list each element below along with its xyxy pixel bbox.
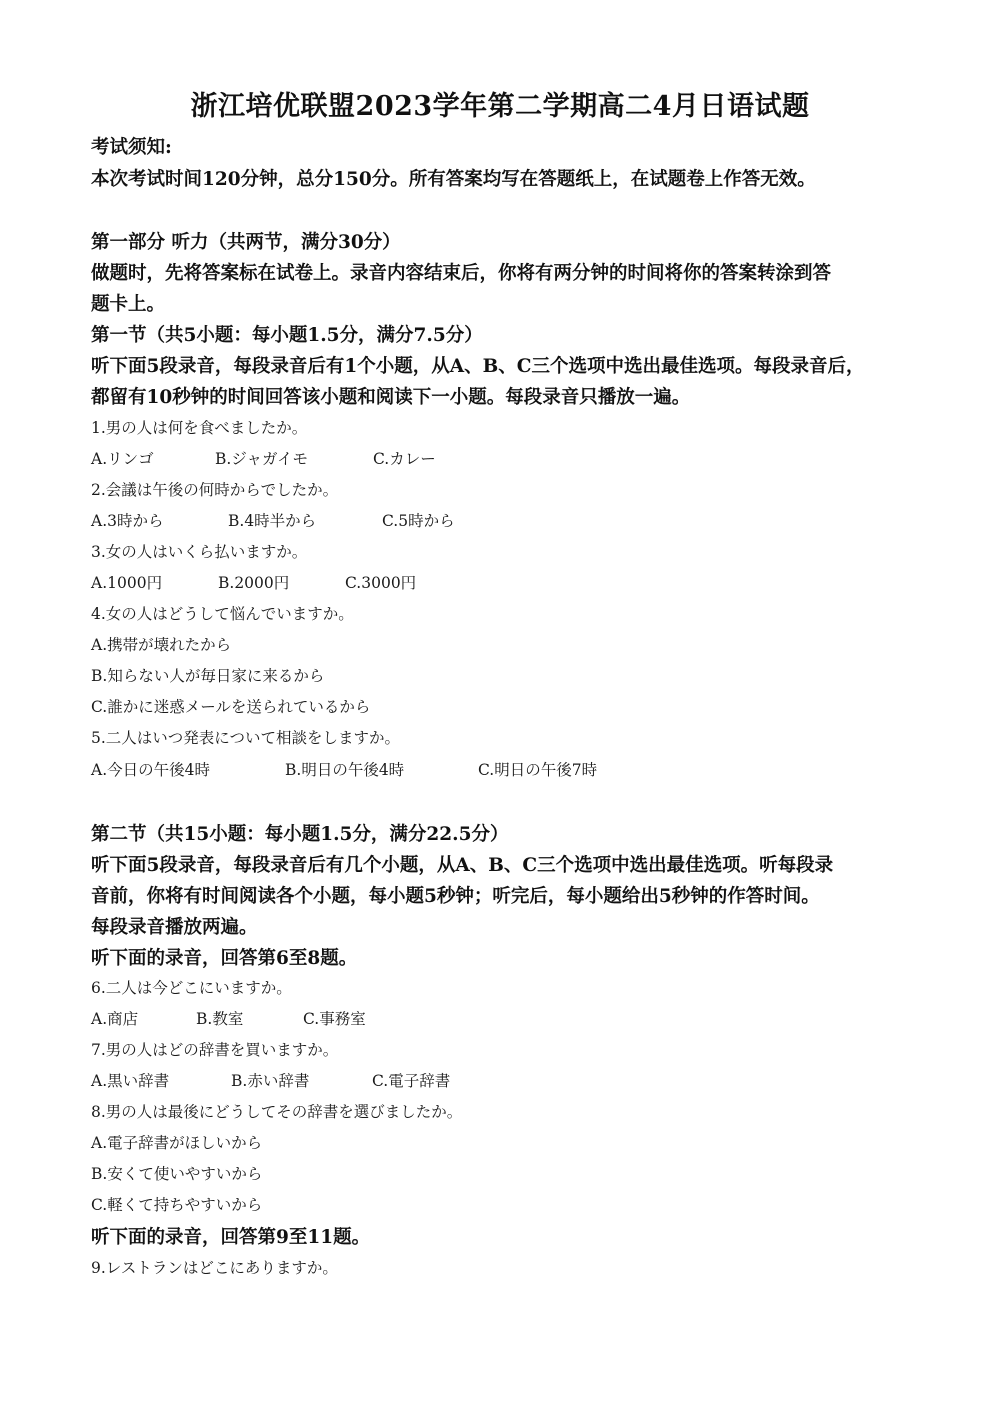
notice-heading: 考试须知: (91, 137, 172, 158)
option: A.商店 (91, 1010, 139, 1028)
option: B.知らない人が毎日家に来るから (91, 667, 325, 685)
question-text: 2.会議は午後の何時からでしたか。 (91, 481, 339, 499)
option: B.赤い辞書 (231, 1072, 310, 1090)
question-text: 7.男の人はどの辞書を買いますか。 (91, 1041, 339, 1059)
option: B.4時半から (228, 512, 317, 530)
question-options (91, 1069, 450, 1091)
question-options (91, 509, 455, 531)
question-text: 9.レストランはどこにありますか。 (91, 1259, 338, 1277)
section2-instruction: 每段录音播放两遍。 (91, 917, 258, 938)
option: B.安くて使いやすいから (91, 1165, 263, 1183)
option: B.2000円 (218, 574, 290, 592)
question-options (91, 571, 416, 593)
option: C.軽くて持ちやすいから (91, 1196, 263, 1214)
option: C.誰かに迷惑メールを送られているから (91, 698, 371, 716)
question-text: 1.男の人は何を食べましたか。 (91, 419, 308, 437)
option: C.5時から (382, 512, 455, 530)
section2-heading: 第二节（共15小题：每小题1.5分，满分22.5分） (91, 824, 509, 845)
section1-heading: 第一节（共5小题：每小题1.5分，满分7.5分） (91, 325, 483, 346)
section2-instruction: 听下面5段录音，每段录音后有几个小题，从A、B、C三个选项中选出最佳选项。听每段录 (91, 855, 834, 876)
question-text: 4.女の人はどうして悩んでいますか。 (91, 605, 354, 623)
question-options (91, 447, 436, 469)
option: C.カレー (373, 450, 436, 468)
question-text: 5.二人はいつ発表について相談をしますか。 (91, 729, 400, 747)
option: C.3000円 (345, 574, 417, 592)
part1-instruction: 题卡上。 (91, 294, 166, 315)
group-heading: 听下面的录音，回答第9至11题。 (91, 1227, 371, 1248)
section2-instruction: 音前，你将有时间阅读各个小题，每小题5秒钟；听完后，每小题给出5秒钟的作答时间。 (91, 886, 820, 907)
option: A.携帯が壊れたから (91, 636, 232, 654)
section1-instruction: 都留有10秒钟的时间回答该小题和阅读下一小题。每段录音只播放一遍。 (91, 387, 691, 408)
option: A.電子辞書がほしいから (91, 1134, 263, 1152)
option: A.リンゴ (91, 450, 154, 468)
question-text: 6.二人は今どこにいますか。 (91, 979, 292, 997)
group-heading: 听下面的录音，回答第6至8题。 (91, 948, 358, 969)
question-options (91, 1007, 366, 1029)
section1-instruction: 听下面5段录音，每段录音后有1个小题，从A、B、C三个选项中选出最佳选项。每段录音后， (91, 356, 865, 377)
page-title: 浙江培优联盟2023学年第二学期高二4月日语试题 (190, 91, 810, 122)
option: B.ジャガイモ (215, 450, 309, 468)
option: A.黒い辞書 (91, 1072, 170, 1090)
option: B.教室 (196, 1010, 244, 1028)
notice-text: 本次考试时间120分钟，总分150分。所有答案均写在答题纸上，在试题卷上作答无效。 (91, 169, 816, 190)
option: C.電子辞書 (372, 1072, 451, 1090)
option: A.1000円 (91, 574, 163, 592)
option: C.明日の午後7時 (478, 761, 598, 779)
part1-heading: 第一部分 听力（共两节，满分30分） (91, 232, 401, 253)
question-text: 3.女の人はいくら払いますか。 (91, 543, 308, 561)
question-text: 8.男の人は最後にどうしてその辞書を選びましたか。 (91, 1103, 463, 1121)
part1-instruction: 做题时，先将答案标在试卷上。录音内容结束后，你将有两分钟的时间将你的答案转涂到答 (91, 263, 832, 284)
option: C.事務室 (303, 1010, 366, 1028)
option: A.今日の午後4時 (91, 761, 210, 779)
question-options (91, 758, 597, 780)
option: A.3時から (91, 512, 164, 530)
option: B.明日の午後4時 (285, 761, 405, 779)
